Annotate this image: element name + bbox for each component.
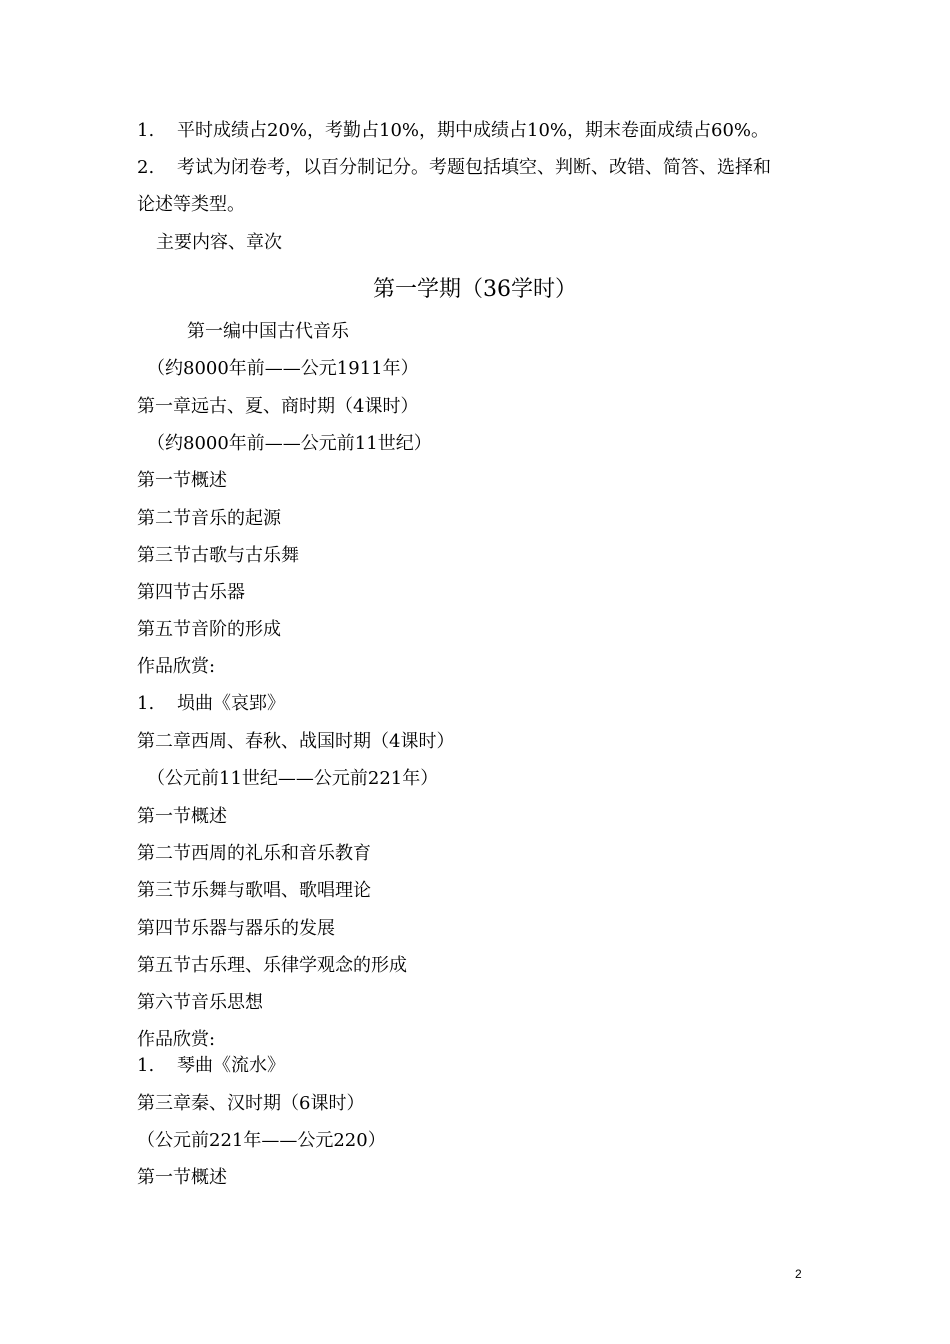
chapter-title: 第二章西周、春秋、战国时期（4课时） (137, 731, 455, 752)
work-number: 1. (137, 1055, 155, 1076)
rule-item-1 (137, 120, 769, 142)
works-label: 作品欣赏: (137, 1029, 216, 1050)
work-title: 埙曲《哀郢》 (177, 693, 285, 714)
works-label: 作品欣赏: (137, 656, 216, 677)
rule-text: 平时成绩占20%，考勤占10%，期中成绩占10%，期末卷面成绩占60%。 (177, 120, 770, 141)
chapter-period: （公元前11世纪——公元前221年） (147, 768, 439, 789)
section-item: 第五节古乐理、乐律学观念的形成 (137, 955, 407, 976)
chapter-title: 第一章远古、夏、商时期（4课时） (137, 396, 419, 417)
chapter-period: （公元前221年——公元220） (137, 1130, 386, 1151)
rule-number: 1. (137, 120, 155, 141)
section-item: 第五节音阶的形成 (137, 619, 281, 640)
part-title: 第一编中国古代音乐 (187, 321, 349, 342)
section-item: 第四节乐器与器乐的发展 (137, 918, 335, 939)
section-item: 第二节西周的礼乐和音乐教育 (137, 843, 371, 864)
rule-number: 2. (137, 157, 155, 178)
work-number: 1. (137, 693, 155, 714)
section-item: 第三节乐舞与歌唱、歌唱理论 (137, 880, 371, 901)
section-item: 第二节音乐的起源 (137, 508, 281, 529)
section-item: 第一节概述 (137, 470, 227, 491)
semester-heading: 第一学期（36学时） (373, 277, 577, 302)
rule-item-2 (137, 157, 771, 179)
rule-text: 考试为闭卷考，以百分制记分。考题包括填空、判断、改错、简答、选择和 (177, 157, 771, 178)
chapter-period: （约8000年前——公元前11世纪） (147, 433, 432, 454)
section-item: 第一节概述 (137, 806, 227, 827)
section-item: 第一节概述 (137, 1167, 227, 1188)
section-item: 第六节音乐思想 (137, 992, 263, 1013)
page-number: 2 (795, 1267, 802, 1281)
part-period: （约8000年前——公元1911年） (147, 358, 419, 379)
work-item (137, 693, 285, 715)
chapter-title: 第三章秦、汉时期（6课时） (137, 1093, 365, 1114)
work-item (137, 1055, 285, 1077)
work-title: 琴曲《流水》 (177, 1055, 285, 1076)
section-item: 第三节古歌与古乐舞 (137, 545, 299, 566)
section-item: 第四节古乐器 (137, 582, 245, 603)
rule-item-2-continuation: 论述等类型。 (137, 194, 245, 215)
main-content-label: 主要内容、章次 (156, 232, 282, 253)
